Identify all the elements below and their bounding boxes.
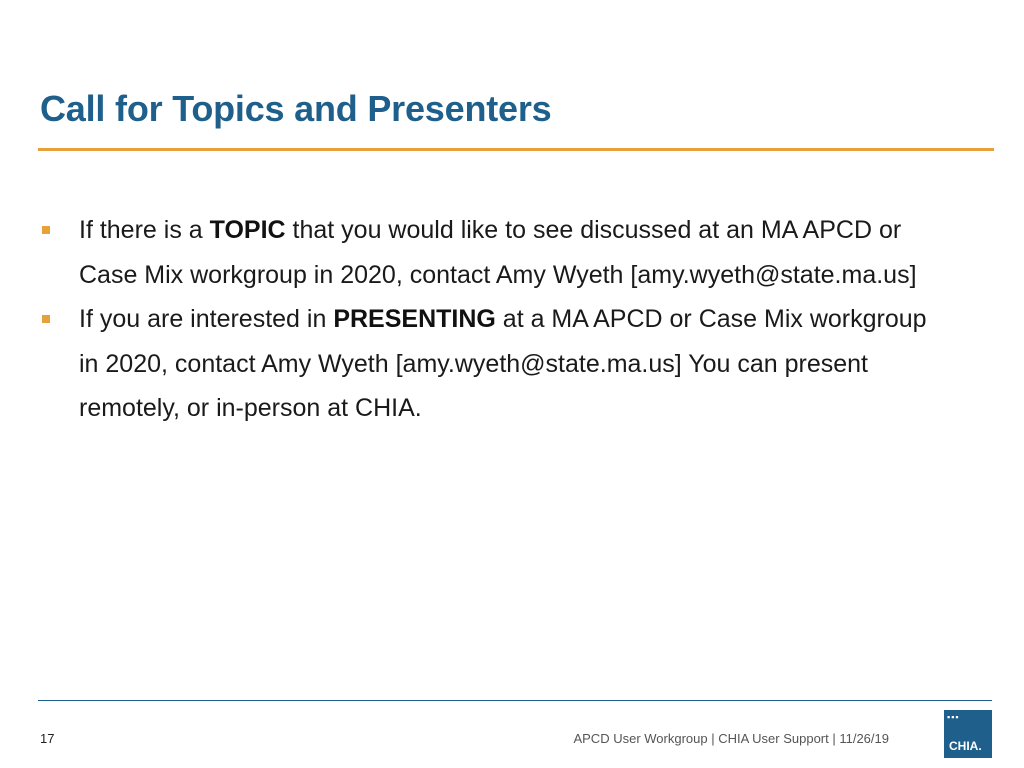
bullet-marker-icon	[42, 226, 50, 234]
bullet-text-before: If there is a	[79, 216, 210, 244]
footer-rule	[38, 700, 992, 701]
slide-title: Call for Topics and Presenters	[40, 88, 552, 129]
chia-logo-icon	[944, 710, 992, 758]
bullet-emphasis-presenting: PRESENTING	[333, 305, 496, 333]
logo-text: CHIA.	[949, 739, 982, 753]
bullet-text-after: at a MA APCD or Case Mix workgroup in 2020, contact Amy Wyeth [amy.wyeth@state.ma.us] You can present remotely, or in-person at CHIA.	[79, 305, 927, 422]
bullet-emphasis-topic: TOPIC	[209, 216, 286, 244]
page-number: 17	[40, 731, 55, 746]
bullet-item-presenting	[40, 297, 940, 431]
bullet-list	[40, 208, 940, 431]
bullet-item-topic	[40, 208, 940, 297]
title-underline	[38, 148, 994, 151]
bullet-marker-icon	[42, 315, 50, 323]
logo-dots: ▪▪▪	[947, 712, 960, 722]
bullet-text-before: If you are interested in	[79, 305, 334, 333]
footer-text: APCD User Workgroup | CHIA User Support | 11/26/19	[573, 731, 889, 746]
bullet-text-after: that you would like to see discussed at an MA APCD or Case Mix workgroup in 2020, contact Amy Wyeth [amy.wyeth@state.ma.us]	[79, 216, 917, 289]
